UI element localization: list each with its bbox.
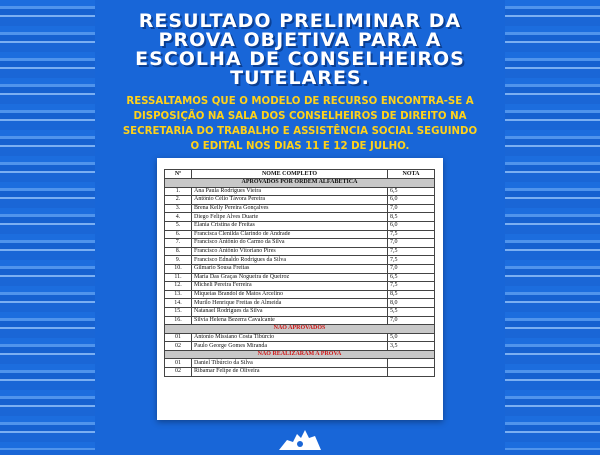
cell-note: 7,5 — [388, 230, 435, 239]
cell-num: 02 — [165, 342, 192, 351]
section-header-row — [165, 350, 435, 359]
cell-note: 5,5 — [388, 307, 435, 316]
cell-name: Miqueias Brandol de Matos Arcelino — [192, 290, 388, 299]
cell-name: Diego Felipe Alves Duarte — [192, 213, 388, 222]
notice-line: O EDITAL NOS DIAS 11 E 12 DE JULHO. — [190, 141, 410, 152]
cell-num: 2. — [165, 196, 192, 205]
cell-num: 9. — [165, 256, 192, 265]
cell-num: 6. — [165, 230, 192, 239]
cell-note: 7,5 — [388, 256, 435, 265]
cell-name: Antônio Célio Távora Pereira — [192, 196, 388, 205]
section-header-row — [165, 179, 435, 188]
table-row — [165, 299, 435, 308]
cell-note — [388, 368, 435, 377]
table-row — [165, 213, 435, 222]
cell-num: 01 — [165, 359, 192, 368]
cell-note: 7,0 — [388, 204, 435, 213]
table-row — [165, 342, 435, 351]
page-title — [95, 12, 505, 88]
title-line: TUTELARES. — [230, 67, 370, 89]
left-stripe-decoration — [0, 0, 95, 450]
cell-name: Silvia Helena Bezerra Cavalcante — [192, 316, 388, 325]
title-line: PROVA OBJETIVA PARA A — [158, 29, 442, 51]
results-body — [165, 179, 435, 377]
cell-name: Natanael Rodrigues da Silva — [192, 307, 388, 316]
cell-note: 7,5 — [388, 247, 435, 256]
cell-name: Ribamar Felipe de Oliveira — [192, 368, 388, 377]
table-row — [165, 368, 435, 377]
section-header-row — [165, 325, 435, 334]
cell-note: 6,5 — [388, 187, 435, 196]
cell-name: Daniel Tibúrcio da Silva — [192, 359, 388, 368]
table-row — [165, 256, 435, 265]
notice-line: DISPOSIÇÃO NA SALA DOS CONSELHEIROS DE DIREITO NA — [133, 111, 467, 122]
results-table — [164, 169, 435, 377]
cell-num: 11. — [165, 273, 192, 282]
title-line: ESCOLHA DE CONSELHEIROS — [135, 48, 465, 70]
table-row — [165, 187, 435, 196]
cell-name: Francisca Clenilda Clarindo de Andrade — [192, 230, 388, 239]
cell-num: 4. — [165, 213, 192, 222]
table-row — [165, 204, 435, 213]
cell-num: 8. — [165, 247, 192, 256]
cell-name: Francisco Antônio do Carmo da Silva — [192, 239, 388, 248]
cell-num: 10. — [165, 264, 192, 273]
cell-num: 5. — [165, 221, 192, 230]
table-row — [165, 196, 435, 205]
notice-text — [105, 94, 495, 154]
cell-note: 7,0 — [388, 264, 435, 273]
header-note: NOTA — [388, 170, 435, 179]
cell-name: Paulo George Gomes Miranda — [192, 342, 388, 351]
section-label: APROVADOS POR ORDEM ALFABETICA — [165, 179, 435, 188]
ship-emblem-icon — [277, 428, 323, 455]
cell-name: Gilmario Sousa Freitas — [192, 264, 388, 273]
cell-note: 8,0 — [388, 299, 435, 308]
cell-note: 8,5 — [388, 213, 435, 222]
cell-num: 12. — [165, 282, 192, 291]
cell-note: 6,0 — [388, 196, 435, 205]
cell-name: Murilo Henrique Freitas de Almeida — [192, 299, 388, 308]
cell-num: 02 — [165, 368, 192, 377]
cell-num: 1. — [165, 187, 192, 196]
cell-note: 7,0 — [388, 316, 435, 325]
table-row — [165, 359, 435, 368]
cell-num: 13. — [165, 290, 192, 299]
table-row — [165, 273, 435, 282]
table-row — [165, 239, 435, 248]
cell-note: 7,5 — [388, 282, 435, 291]
section-label: NÃO REALIZARAM A PROVA — [165, 350, 435, 359]
cell-note: 6,5 — [388, 273, 435, 282]
cell-num: 7. — [165, 239, 192, 248]
section-label: NÃO APROVADOS — [165, 325, 435, 334]
header-name: NOME COMPLETO — [192, 170, 388, 179]
table-row — [165, 316, 435, 325]
notice-line: SECRETARIA DO TRABALHO E ASSISTÊNCIA SOCIAL SEGUINDO — [122, 126, 478, 137]
cell-name: Ana Paula Rodrigues Vieira — [192, 187, 388, 196]
title-line: RESULTADO PRELIMINAR DA — [138, 10, 462, 32]
cell-name: Micheli Pereira Ferreira — [192, 282, 388, 291]
cell-note — [388, 359, 435, 368]
cell-name: Maria Das Graças Nogueira de Queiroz — [192, 273, 388, 282]
cell-name: Francisco Ednaldo Rodrigues da Silva — [192, 256, 388, 265]
header-num: Nº — [165, 170, 192, 179]
cell-note: 3,5 — [388, 342, 435, 351]
cell-note: 6,0 — [388, 221, 435, 230]
cell-name: Antonio Missiano Costa Tibúrcio — [192, 333, 388, 342]
cell-note: 7,0 — [388, 239, 435, 248]
table-row — [165, 221, 435, 230]
cell-name: Elania Cristina de Freitas — [192, 221, 388, 230]
table-header-row — [165, 170, 435, 179]
cell-note: 5,0 — [388, 333, 435, 342]
cell-num: 01 — [165, 333, 192, 342]
cell-num: 15. — [165, 307, 192, 316]
table-row — [165, 290, 435, 299]
table-row — [165, 333, 435, 342]
cell-name: Brena Kelly Pereira Gonçalves — [192, 204, 388, 213]
cell-num: 3. — [165, 204, 192, 213]
cell-num: 14. — [165, 299, 192, 308]
table-row — [165, 247, 435, 256]
cell-num: 16. — [165, 316, 192, 325]
results-document — [157, 158, 443, 420]
table-row — [165, 230, 435, 239]
table-row — [165, 282, 435, 291]
cell-note: 8,5 — [388, 290, 435, 299]
table-row — [165, 307, 435, 316]
table-row — [165, 264, 435, 273]
cell-name: Francisco Antônio Vitoriano Pires — [192, 247, 388, 256]
notice-line: RESSALTAMOS QUE O MODELO DE RECURSO ENCONTRA-SE A — [126, 96, 474, 107]
right-stripe-decoration — [505, 0, 600, 450]
